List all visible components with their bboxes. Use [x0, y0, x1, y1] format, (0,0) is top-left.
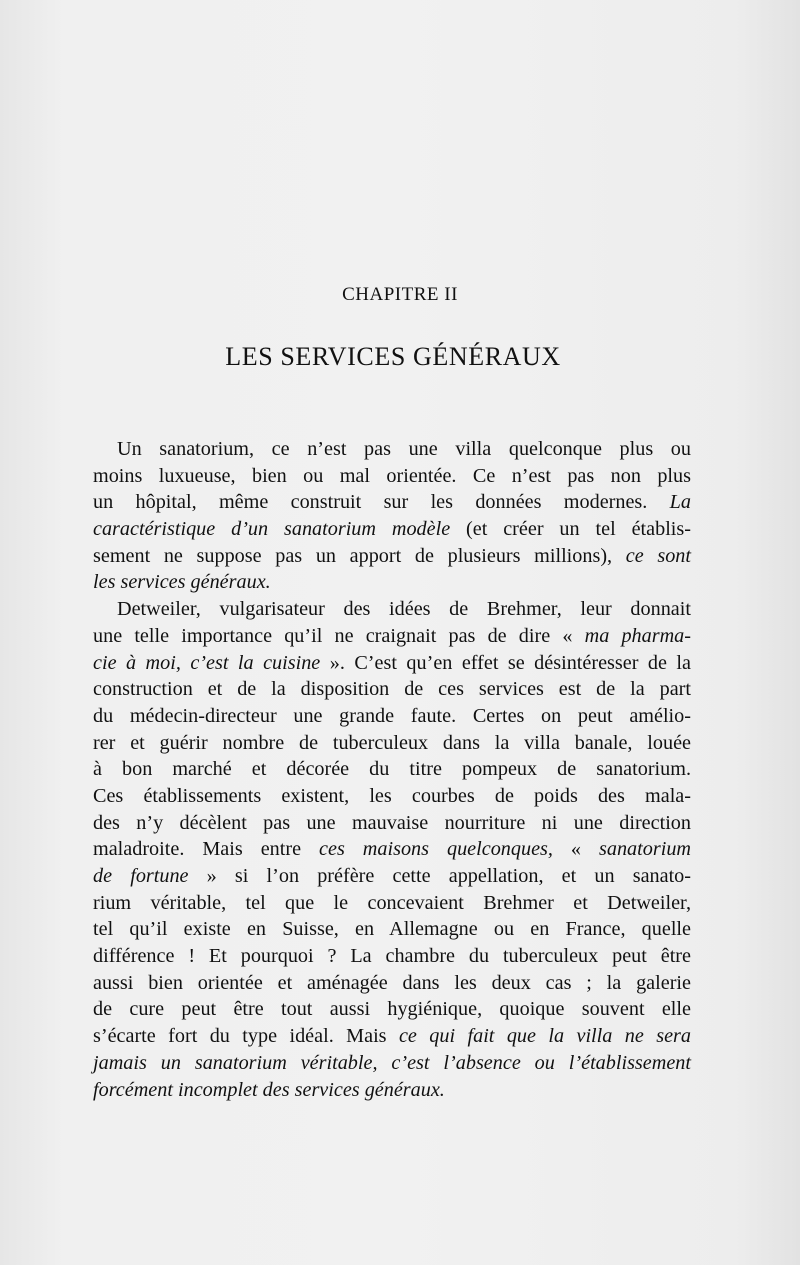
text-segment: tel qu’il existe en Suisse, en Allemagne ou en France, quelle — [93, 918, 691, 941]
italic-text: les services généraux. — [93, 571, 271, 594]
text-line — [93, 810, 691, 837]
text-line — [93, 1077, 691, 1104]
text-line — [93, 996, 691, 1023]
text-line — [93, 569, 691, 596]
text-segment: « — [552, 838, 600, 861]
text-line — [93, 890, 691, 917]
text-segment: différence ! Et pourquoi ? La chambre du tuberculeux peut être — [93, 945, 691, 968]
italic-text: ma pharma- — [584, 624, 691, 647]
text-segment: ». C’est qu’en effet se désintéresser de la — [320, 651, 691, 674]
italic-text: sanatorium — [599, 838, 691, 861]
italic-text: ce qui fait que la villa ne sera — [398, 1025, 692, 1048]
text-line — [93, 623, 691, 650]
italic-text: La — [669, 491, 691, 514]
text-line — [93, 1023, 691, 1050]
text-line — [93, 676, 691, 703]
text-line — [93, 463, 691, 490]
italic-text: caractéristique d’un sanatorium modèle — [93, 518, 451, 541]
text-line — [93, 730, 691, 757]
text-segment: Un sanatorium, ce n’est pas une villa quelconque plus ou — [117, 438, 691, 460]
italic-text: jamais un sanatorium véritable, c’est l’absence ou l’établissement — [93, 1051, 691, 1074]
chapter-label: CHAPITRE II — [342, 284, 458, 305]
text-segment: de cure peut être tout aussi hygiénique, quoique souvent elle — [93, 998, 691, 1021]
text-segment: construction et de la disposition de ces services est de la part — [93, 678, 691, 701]
text-segment: s’écarte fort du type idéal. Mais — [93, 1025, 399, 1048]
text-segment: rer et guérir nombre de tuberculeux dans la villa banale, louée — [93, 731, 691, 754]
italic-text: forcément incomplet des services généraux. — [93, 1078, 445, 1101]
text-segment: rium véritable, tel que le concevaient Brehmer et Detweiler, — [93, 891, 691, 914]
text-line — [93, 516, 691, 543]
italic-text: ce sont — [625, 544, 691, 567]
text-segment: à bon marché et décorée du titre pompeux de sanatorium. — [93, 758, 691, 781]
body-text — [93, 436, 691, 1103]
text-line — [93, 703, 691, 730]
text-line — [93, 836, 691, 863]
text-segment: Ces établissements existent, les courbes de poids des mala- — [93, 784, 691, 807]
text-line — [93, 916, 691, 943]
text-line — [93, 783, 691, 810]
text-segment: un hôpital, même construit sur les données modernes. — [93, 491, 670, 514]
text-line — [93, 650, 691, 677]
chapter-title: LES SERVICES GÉNÉRAUX — [225, 342, 561, 371]
italic-text: cie à moi, c’est la cuisine — [93, 651, 321, 674]
text-line — [93, 863, 691, 890]
text-line — [93, 943, 691, 970]
italic-text: de fortune — [93, 865, 189, 887]
text-line — [93, 970, 691, 997]
text-segment: (et créer un tel établis- — [450, 518, 691, 541]
text-segment: » si l’on préfère cette appellation, et un sanato- — [188, 865, 692, 887]
text-segment: moins luxueuse, bien ou mal orientée. Ce n’est pas non plus — [93, 464, 691, 487]
text-segment: maladroite. Mais entre — [93, 838, 320, 861]
text-segment: du médecin-directeur une grande faute. Certes on peut amélio- — [93, 704, 691, 727]
text-line — [93, 436, 691, 463]
italic-text: ces maisons quelconques, — [319, 838, 553, 861]
text-segment: des n’y décèlent pas une mauvaise nourriture ni une direction — [93, 811, 691, 834]
text-segment: aussi bien orientée et aménagée dans les deux cas ; la galerie — [93, 971, 691, 994]
text-segment: sement ne suppose pas un apport de plusieurs millions), — [93, 544, 626, 567]
text-line — [93, 543, 691, 570]
text-line — [93, 1050, 691, 1077]
text-segment: une telle importance qu’il ne craignait pas de dire « — [93, 624, 585, 647]
text-line — [93, 756, 691, 783]
text-line — [93, 489, 691, 516]
text-segment: Detweiler, vulgarisateur des idées de Brehmer, leur donnait — [117, 598, 691, 621]
text-line — [93, 596, 691, 623]
